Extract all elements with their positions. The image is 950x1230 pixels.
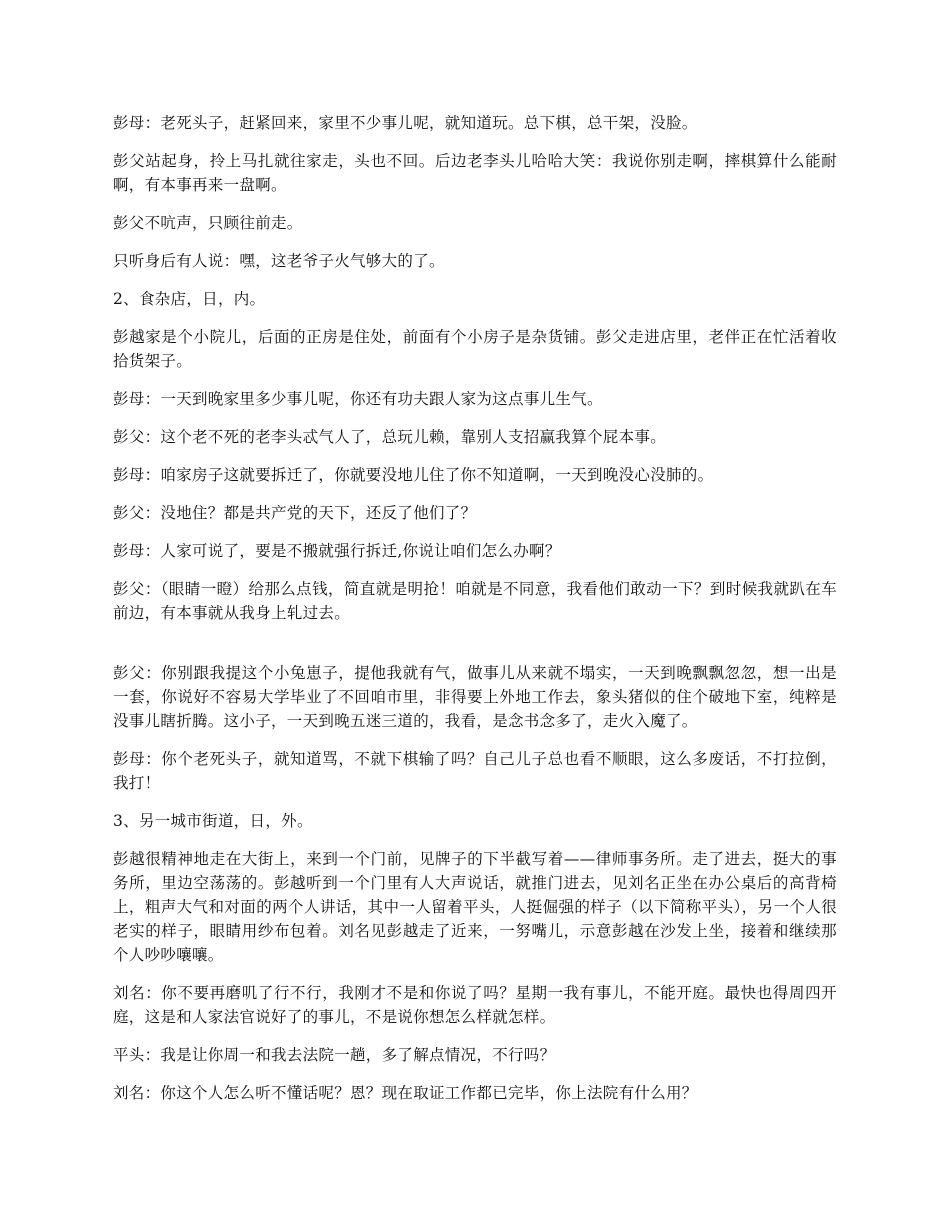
paragraph-16: 彭越很精神地走在大街上，来到一个门前，见牌子的下半截写着——律师事务所。走了进去，挺大的事务所，里边空荡荡的。彭越听到一个门里有人大声说话，就推门进去，见刘名正坐在办公桌后的高背椅上，粗声大气和对面的两个人讲话，其中一人留着平头，人挺倔强的样子（以下简称平头），另一个人很老实的样子，眼睛用纱布包着。刘名见彭越走了近来，一努嘴儿，示意彭越在沙发上坐，接着和继续那个人吵吵嚷嚷。 (113, 850, 837, 964)
paragraph-13: 彭父：你别跟我提这个小兔崽子，提他我就有气，做事儿从来就不塌实，一天到晚飘飘忽忽，想一出是一套，你说好不容易大学毕业了不回咱市里，非得要上外地工作去，象头猪似的住个破地下室，纯粹是没事儿瞎折腾。这小子，一天到晚五迷三道的，我看，是念书念多了，走火入魔了。 (113, 664, 837, 730)
paragraph-8: 彭父：这个老不死的老李头忒气人了，总玩儿赖，靠别人支招赢我算个屁本事。 (113, 428, 667, 446)
paragraph-17: 刘名：你不要再磨叽了行不行，我刚才不是和你说了吗？星期一我有事儿，不能开庭。最快也得周四开庭，这是和人家法官说好了的事儿，不是说你想怎么样就怎样。 (113, 984, 837, 1026)
paragraph-18: 平头：我是让你周一和我去法院一趟，多了解点情况，不行吗？ (113, 1046, 556, 1064)
paragraph-12: 彭父：（眼睛一瞪）给那么点钱，简直就是明抢！咱就是不同意，我看他们敢动一下？到时候我就趴在车前边，有本事就从我身上轧过去。 (113, 580, 837, 622)
scene-heading-3: 3、另一城市街道，日，外。 (113, 812, 313, 830)
paragraph-6: 彭越家是个小院儿，后面的正房是住处，前面有个小房子是杂货铺。彭父走进店里，老伴正在忙活着收拾货架子。 (113, 328, 837, 370)
paragraph-gap (113, 639, 837, 661)
paragraph-7: 彭母：一天到晚家里多少事儿呢，你还有功夫跟人家为这点事儿生气。 (113, 390, 603, 408)
paragraph-19: 刘名：你这个人怎么听不懂话呢？恩？现在取证工作都已完毕，你上法院有什么用？ (113, 1084, 698, 1102)
document-page (113, 111, 837, 1119)
paragraph-14: 彭母：你个老死头子，就知道骂，不就下棋输了吗？自己儿子总也看不顺眼，这么多废话，不打拉倒，我打！ (113, 750, 837, 792)
paragraph-9: 彭母：咱家房子这就要拆迁了，你就要没地儿住了你不知道啊，一天到晚没心没肺的。 (113, 466, 714, 484)
paragraph-4: 只听身后有人说：嘿，这老爷子火气够大的了。 (113, 252, 445, 270)
paragraph-1: 彭母：老死头子，赶紧回来，家里不少事儿呢，就知道玩。总下棋，总干架，没脸。 (113, 114, 698, 132)
scene-heading-2: 2、食杂店，日，内。 (113, 290, 266, 308)
paragraph-11: 彭母：人家可说了，要是不搬就强行拆迁,你说让咱们怎么办啊？ (113, 542, 561, 560)
paragraph-2: 彭父站起身，拎上马扎就往家走，头也不回。后边老李头儿哈哈大笑：我说你别走啊，摔棋算什么能耐啊，有本事再来一盘啊。 (113, 152, 837, 194)
paragraph-10: 彭父：没地住？都是共产党的天下，还反了他们了？ (113, 504, 477, 522)
paragraph-3: 彭父不吭声，只顾往前走。 (113, 214, 303, 232)
